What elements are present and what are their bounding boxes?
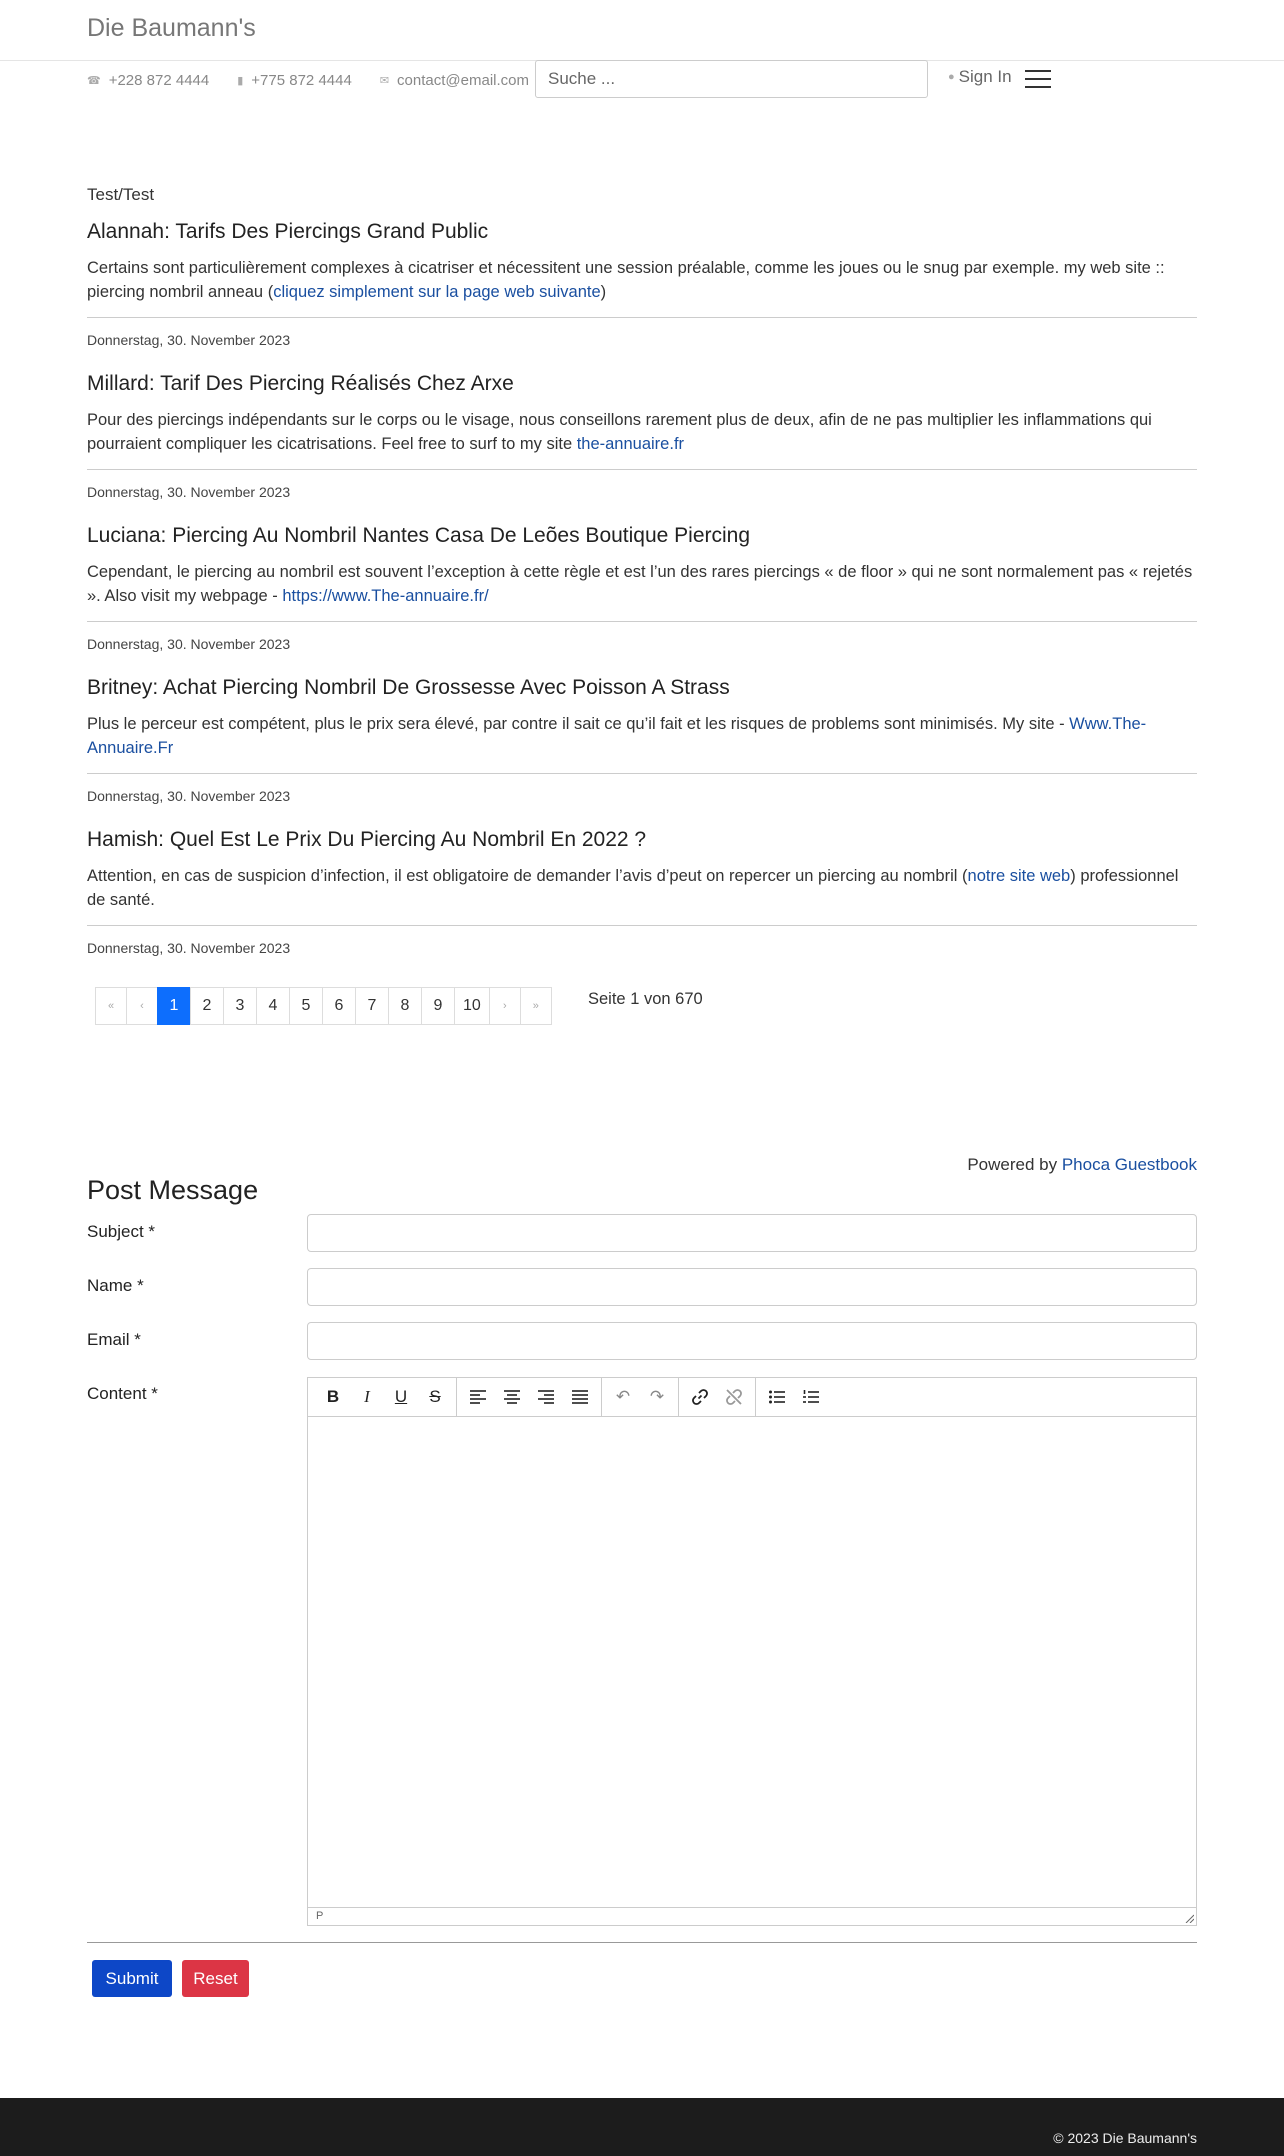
prev-page-button[interactable] (126, 987, 158, 1025)
subject-input[interactable] (307, 1214, 1197, 1252)
contact-mobile[interactable] (237, 72, 352, 89)
guestbook-entries (87, 218, 1197, 978)
guestbook-entry (87, 218, 1197, 318)
entry-title: Hamish: Quel Est Le Prix Du Piercing Au Nombril En 2022 ? (87, 828, 647, 851)
powered-by (967, 1155, 1197, 1175)
powered-by-link[interactable]: Phoca Guestbook (1061, 1155, 1197, 1174)
entry-title: Millard: Tarif Des Piercing Réalisés Chez Arxe (87, 372, 514, 395)
page-button[interactable]: 10 (454, 987, 490, 1025)
undo-button[interactable] (606, 1381, 640, 1413)
first-page-button[interactable] (95, 987, 127, 1025)
entry-date: Donnerstag, 30. November 2023 (87, 484, 291, 500)
user-icon: ● (948, 71, 955, 83)
page-button[interactable]: 3 (223, 987, 257, 1025)
entry-link[interactable]: cliquez simplement sur la page web suivante (273, 283, 601, 301)
insert-link-button[interactable] (683, 1381, 717, 1413)
site-brand[interactable]: Die Baumann's (87, 14, 256, 42)
hamburger-bar (1025, 70, 1051, 72)
entry-text-before: Cependant, le piercing au nombril est souvent l’exception à cette règle et est l’un des rares piercings « de floor » qui ne sont normalement pas « rejetés ». Also visit my webpage - (87, 563, 1193, 605)
redo-icon: ↷ (649, 1387, 665, 1406)
entry-text-before: Plus le perceur est compétent, plus le prix sera élevé, par contre il sait ce qu’il fait et les risques de problems sont minimisés. My site - (87, 715, 1070, 733)
entry-date: Donnerstag, 30. November 2023 (87, 332, 291, 348)
page-button[interactable]: 4 (256, 987, 290, 1025)
guestbook-entry (87, 370, 1197, 470)
double-chevron-left-icon: « (107, 1000, 115, 1012)
subject-label: Subject * (87, 1222, 156, 1241)
email-label: Email * (87, 1330, 141, 1349)
entry-title: Luciana: Piercing Au Nombril Nantes Casa De Leões Boutique Piercing (87, 524, 751, 547)
toolbar-group-align (457, 1378, 602, 1417)
entry-text (87, 560, 1197, 608)
page-button[interactable]: 9 (421, 987, 455, 1025)
italic-button[interactable] (350, 1381, 384, 1413)
bullet-list-button[interactable] (760, 1381, 794, 1413)
bullet-list-icon (769, 1390, 785, 1404)
top-bar (0, 0, 1284, 61)
toolbar-group-lists (756, 1378, 832, 1417)
strikethrough-button[interactable] (418, 1381, 452, 1413)
email-input[interactable] (307, 1322, 1197, 1360)
entry-title: Alannah: Tarifs Des Piercings Grand Public (87, 220, 489, 243)
contact-row (87, 68, 529, 92)
strikethrough-icon: S (429, 1387, 441, 1406)
sign-in-link[interactable] (948, 67, 1012, 87)
underline-icon: U (394, 1387, 408, 1406)
phone-icon: ☎ (87, 74, 101, 87)
align-center-icon (504, 1390, 520, 1404)
entry-text-before: Attention, en cas de suspicion d’infection, il est obligatoire de demander l’avis d’peut on repercer un piercing au nombril ( (87, 867, 968, 885)
entry-title: Britney: Achat Piercing Nombril De Grossesse Avec Poisson A Strass (87, 676, 730, 699)
name-label: Name * (87, 1276, 144, 1295)
entry-link[interactable]: notre site web (967, 867, 1071, 885)
align-left-icon (470, 1390, 486, 1404)
align-right-icon (538, 1390, 554, 1404)
editor-body[interactable] (308, 1418, 1196, 1906)
guestbook-entry (87, 522, 1197, 622)
submit-button[interactable]: Submit (92, 1960, 172, 1997)
justify-button[interactable] (563, 1381, 597, 1413)
align-left-button[interactable] (461, 1381, 495, 1413)
entry-text (87, 256, 1197, 304)
next-page-button[interactable] (489, 987, 521, 1025)
sign-in-label: Sign In (958, 67, 1012, 86)
editor-toolbar (308, 1378, 1196, 1417)
powered-by-prefix: Powered by (967, 1155, 1062, 1174)
toolbar-group-link (679, 1378, 756, 1417)
menu-toggle-button[interactable] (1025, 70, 1051, 88)
bold-icon: B (326, 1387, 340, 1406)
entry-text (87, 864, 1197, 912)
page-button[interactable]: 5 (289, 987, 323, 1025)
toolbar-group-format (312, 1378, 457, 1417)
entry-text-before: Pour des piercings indépendants sur le corps ou le visage, nous conseillons rarement plus de deux, afin de ne pas multiplier les inflammations qui pourraient compliquer les cicatrisations. Feel free to surf to my site (87, 411, 1152, 453)
name-input[interactable] (307, 1268, 1197, 1306)
entry-text (87, 408, 1197, 456)
italic-icon: I (364, 1387, 370, 1406)
breadcrumb: Test/Test (87, 185, 155, 204)
contact-phone-text: +228 872 4444 (108, 71, 210, 89)
entry-link[interactable]: Www.The-Annuaire.Fr (87, 715, 1147, 757)
editor-statusbar: P (308, 1907, 1196, 1925)
guestbook-entry (87, 826, 1197, 926)
entry-text (87, 712, 1197, 760)
bold-button[interactable] (316, 1381, 350, 1413)
redo-button[interactable] (640, 1381, 674, 1413)
page-button[interactable]: 7 (355, 987, 389, 1025)
footer (0, 2098, 1284, 2156)
entry-text-after: ) professionnel de santé. (87, 867, 1179, 909)
contact-email-text: contact@email.com (397, 71, 529, 89)
envelope-icon: ✉ (379, 74, 390, 87)
page-button[interactable]: 8 (388, 987, 422, 1025)
contact-phone[interactable] (87, 72, 209, 89)
guestbook-entry (87, 674, 1197, 774)
form-title: Post Message (87, 1175, 259, 1205)
unlink-icon (725, 1388, 743, 1406)
entry-text-after: ) (600, 283, 607, 301)
mobile-icon: ▮ (237, 74, 244, 87)
undo-icon: ↶ (615, 1387, 631, 1406)
contact-email[interactable] (380, 72, 529, 89)
entry-date: Donnerstag, 30. November 2023 (87, 788, 291, 804)
content-label: Content * (87, 1384, 158, 1403)
justify-icon (572, 1390, 588, 1404)
chevron-left-icon: ‹ (140, 1000, 144, 1012)
page-info: Seite 1 von 670 (588, 990, 703, 1008)
form-divider (87, 1942, 1197, 1943)
entry-text-before: Certains sont particulièrement complexes à cicatriser et nécessitent une session préalable, comme les joues ou le snug par exemple. my web site :: piercing nombril anneau ( (87, 259, 1165, 301)
pagination (96, 987, 552, 1025)
hamburger-bar (1025, 78, 1051, 80)
copyright: © 2023 Die Baumann's (1053, 2130, 1197, 2146)
last-page-button[interactable] (520, 987, 552, 1025)
contact-mobile-text: +775 872 4444 (251, 71, 352, 89)
entry-date: Donnerstag, 30. November 2023 (87, 636, 291, 652)
page-button[interactable]: 6 (322, 987, 356, 1025)
align-right-button[interactable] (529, 1381, 563, 1413)
entry-link[interactable]: the-annuaire.fr (576, 435, 685, 453)
double-chevron-right-icon: » (532, 1000, 539, 1012)
page-button[interactable]: 1 (157, 987, 191, 1025)
link-icon (691, 1388, 709, 1406)
align-center-button[interactable] (495, 1381, 529, 1413)
content-editor (307, 1377, 1197, 1926)
entry-date: Donnerstag, 30. November 2023 (87, 940, 291, 956)
chevron-right-icon: › (502, 1000, 507, 1012)
underline-button[interactable] (384, 1381, 418, 1413)
toolbar-group-history (602, 1378, 679, 1417)
hamburger-bar (1025, 86, 1051, 88)
numbered-list-button[interactable] (794, 1381, 828, 1413)
reset-button[interactable]: Reset (182, 1960, 249, 1997)
numbered-list-icon (803, 1390, 819, 1404)
page-button[interactable]: 2 (190, 987, 224, 1025)
entry-link[interactable]: https://www.The-annuaire.fr/ (282, 587, 489, 605)
search-input[interactable] (535, 60, 928, 98)
resize-handle-icon[interactable] (1184, 1913, 1194, 1923)
remove-link-button[interactable] (717, 1381, 751, 1413)
